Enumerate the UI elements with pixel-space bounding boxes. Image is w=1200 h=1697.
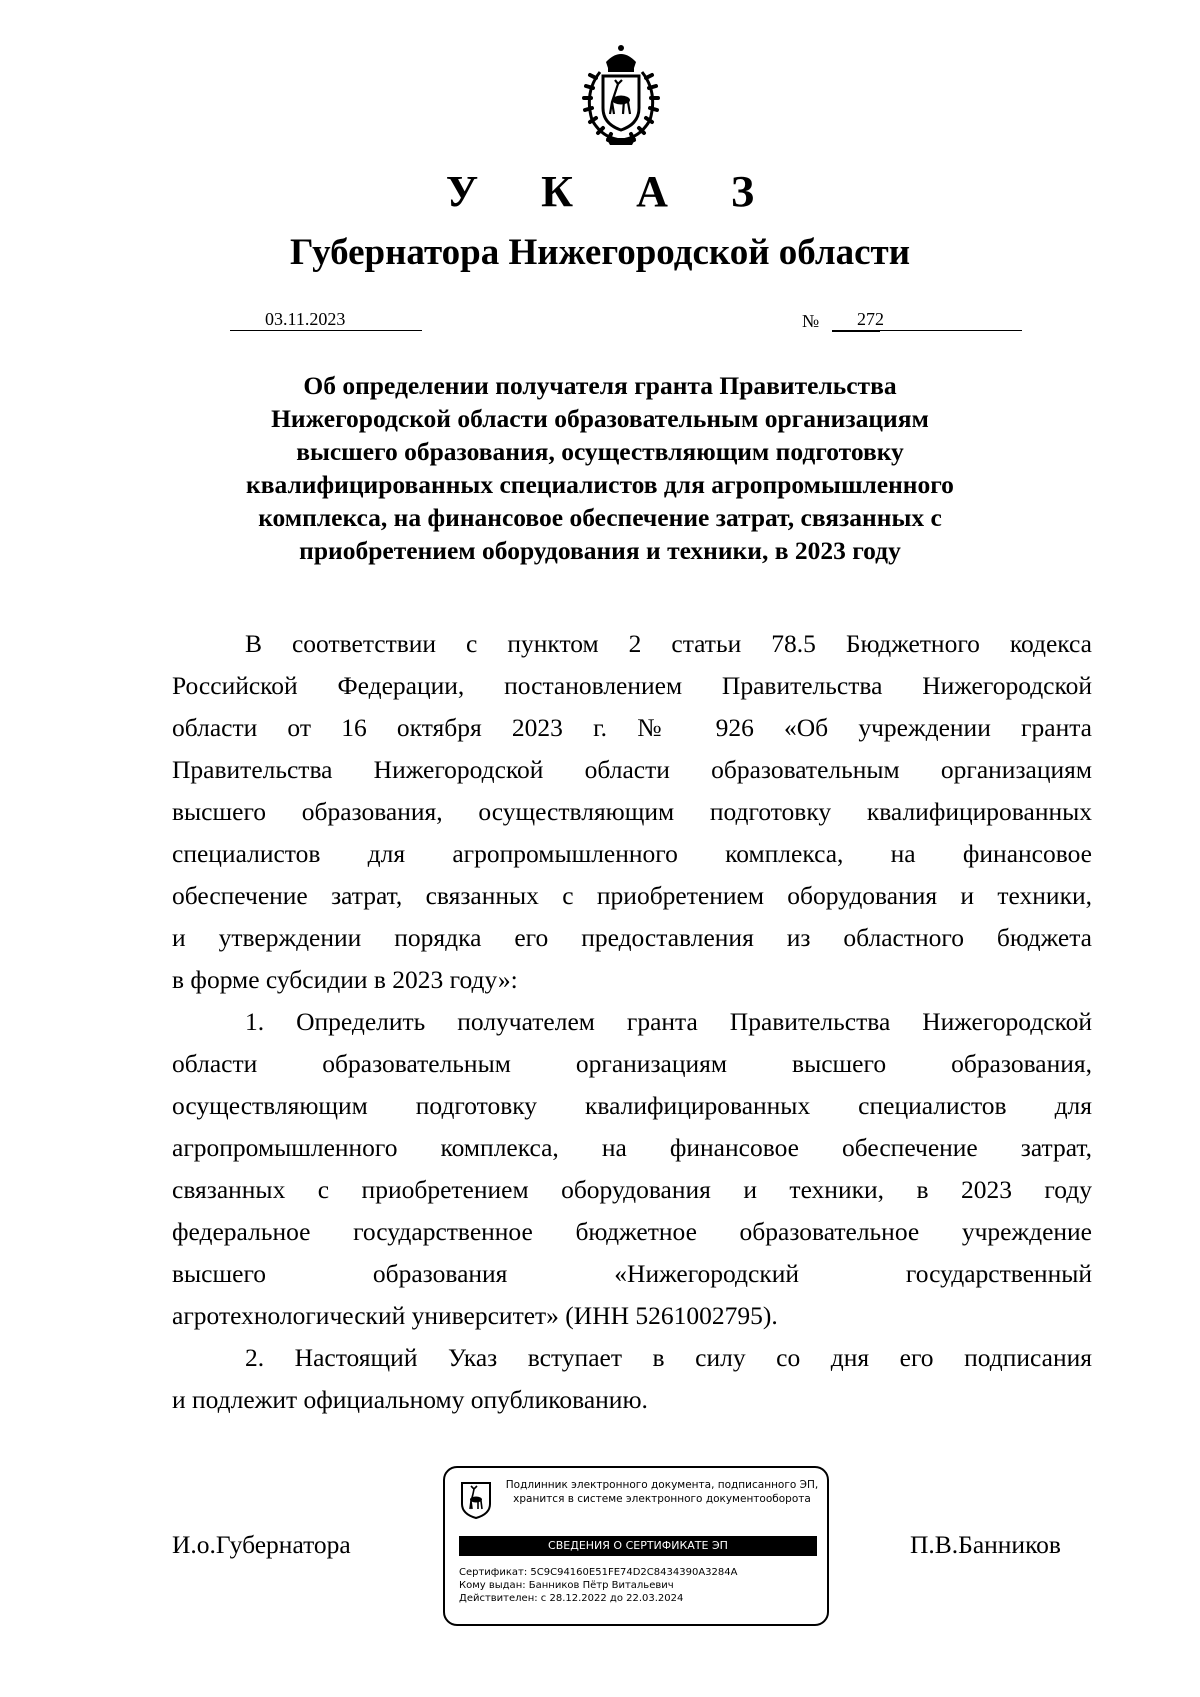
document-heading: Об определении получателя гранта Правительства Нижегородской области образовательным организациям высшего образования, осуществляющим подготовку квалифицированных специалистов для агропромышленного комплекса, на финансовое обеспечение затрат, связанных с приобретением оборудования и техники, в 2023 году — [246, 371, 954, 565]
document-type-title: У К А З — [445, 167, 781, 216]
item-2-paragraph: 2. Настоящий Указ вступает в силу со дня его подписания и подлежит официальному опубликованию. — [172, 1343, 1092, 1414]
signatory-title: И.о.Губернатора — [172, 1530, 351, 1559]
document-number: 272 — [832, 308, 1022, 331]
stamp-certificate-bar: СВЕДЕНИЯ О СЕРТИФИКАТЕ ЭП — [459, 1536, 817, 1556]
certificate-validity: Действителен: с 28.12.2022 до 22.03.2024 — [459, 1593, 684, 1604]
electronic-signature-stamp — [443, 1466, 829, 1626]
number-sign: № — [802, 311, 820, 331]
region-emblem-icon — [459, 1480, 493, 1520]
stamp-details — [459, 1566, 819, 1605]
stamp-header: Подлинник электронного документа, подписанного ЭП, хранится в системе электронного документооборота — [505, 1479, 819, 1505]
document-date: 03.11.2023 — [230, 308, 422, 331]
certificate-id: Сертификат: 5C9C94160E51FE74D2C8434390A3284A — [459, 1567, 738, 1578]
signatory-name: П.В.Банников — [910, 1530, 1061, 1559]
document-body — [172, 623, 1092, 1421]
coat-of-arms-icon — [566, 42, 676, 147]
certificate-owner: Кому выдан: Банников Пётр Витальевич — [459, 1580, 674, 1591]
issuer-title: Губернатора Нижегородской области — [289, 232, 911, 273]
item-1-paragraph: 1. Определить получателем гранта Правительства Нижегородской области образовательным организациям высшего образования, осуществляющим подготовку квалифицированных специалистов для агропромышленного комплекса, на финансовое обеспечение затрат, связанных с приобретением оборудования и техники, в 2023 году федеральное государственное бюджетное образовательное учреждение высшего образования «Нижегородский государственный агротехнологический университет» (ИНН 5261002795). — [172, 1007, 1092, 1330]
preamble-paragraph: В соответствии с пунктом 2 статьи 78.5 Бюджетного кодекса Российской Федерации, постановлением Правительства Нижегородской области от 16 октября 2023 г. № 926 «Об учреждении гранта Правительства Нижегородской области образовательным организациям высшего образования, осуществляющим подготовку квалифицированных специалистов для агропромышленного комплекса, на финансовое обеспечение затрат, связанных с приобретением оборудования и техники, и утверждении порядка его предоставления из областного бюджета в форме субсидии в 2023 году»: — [172, 629, 1092, 994]
